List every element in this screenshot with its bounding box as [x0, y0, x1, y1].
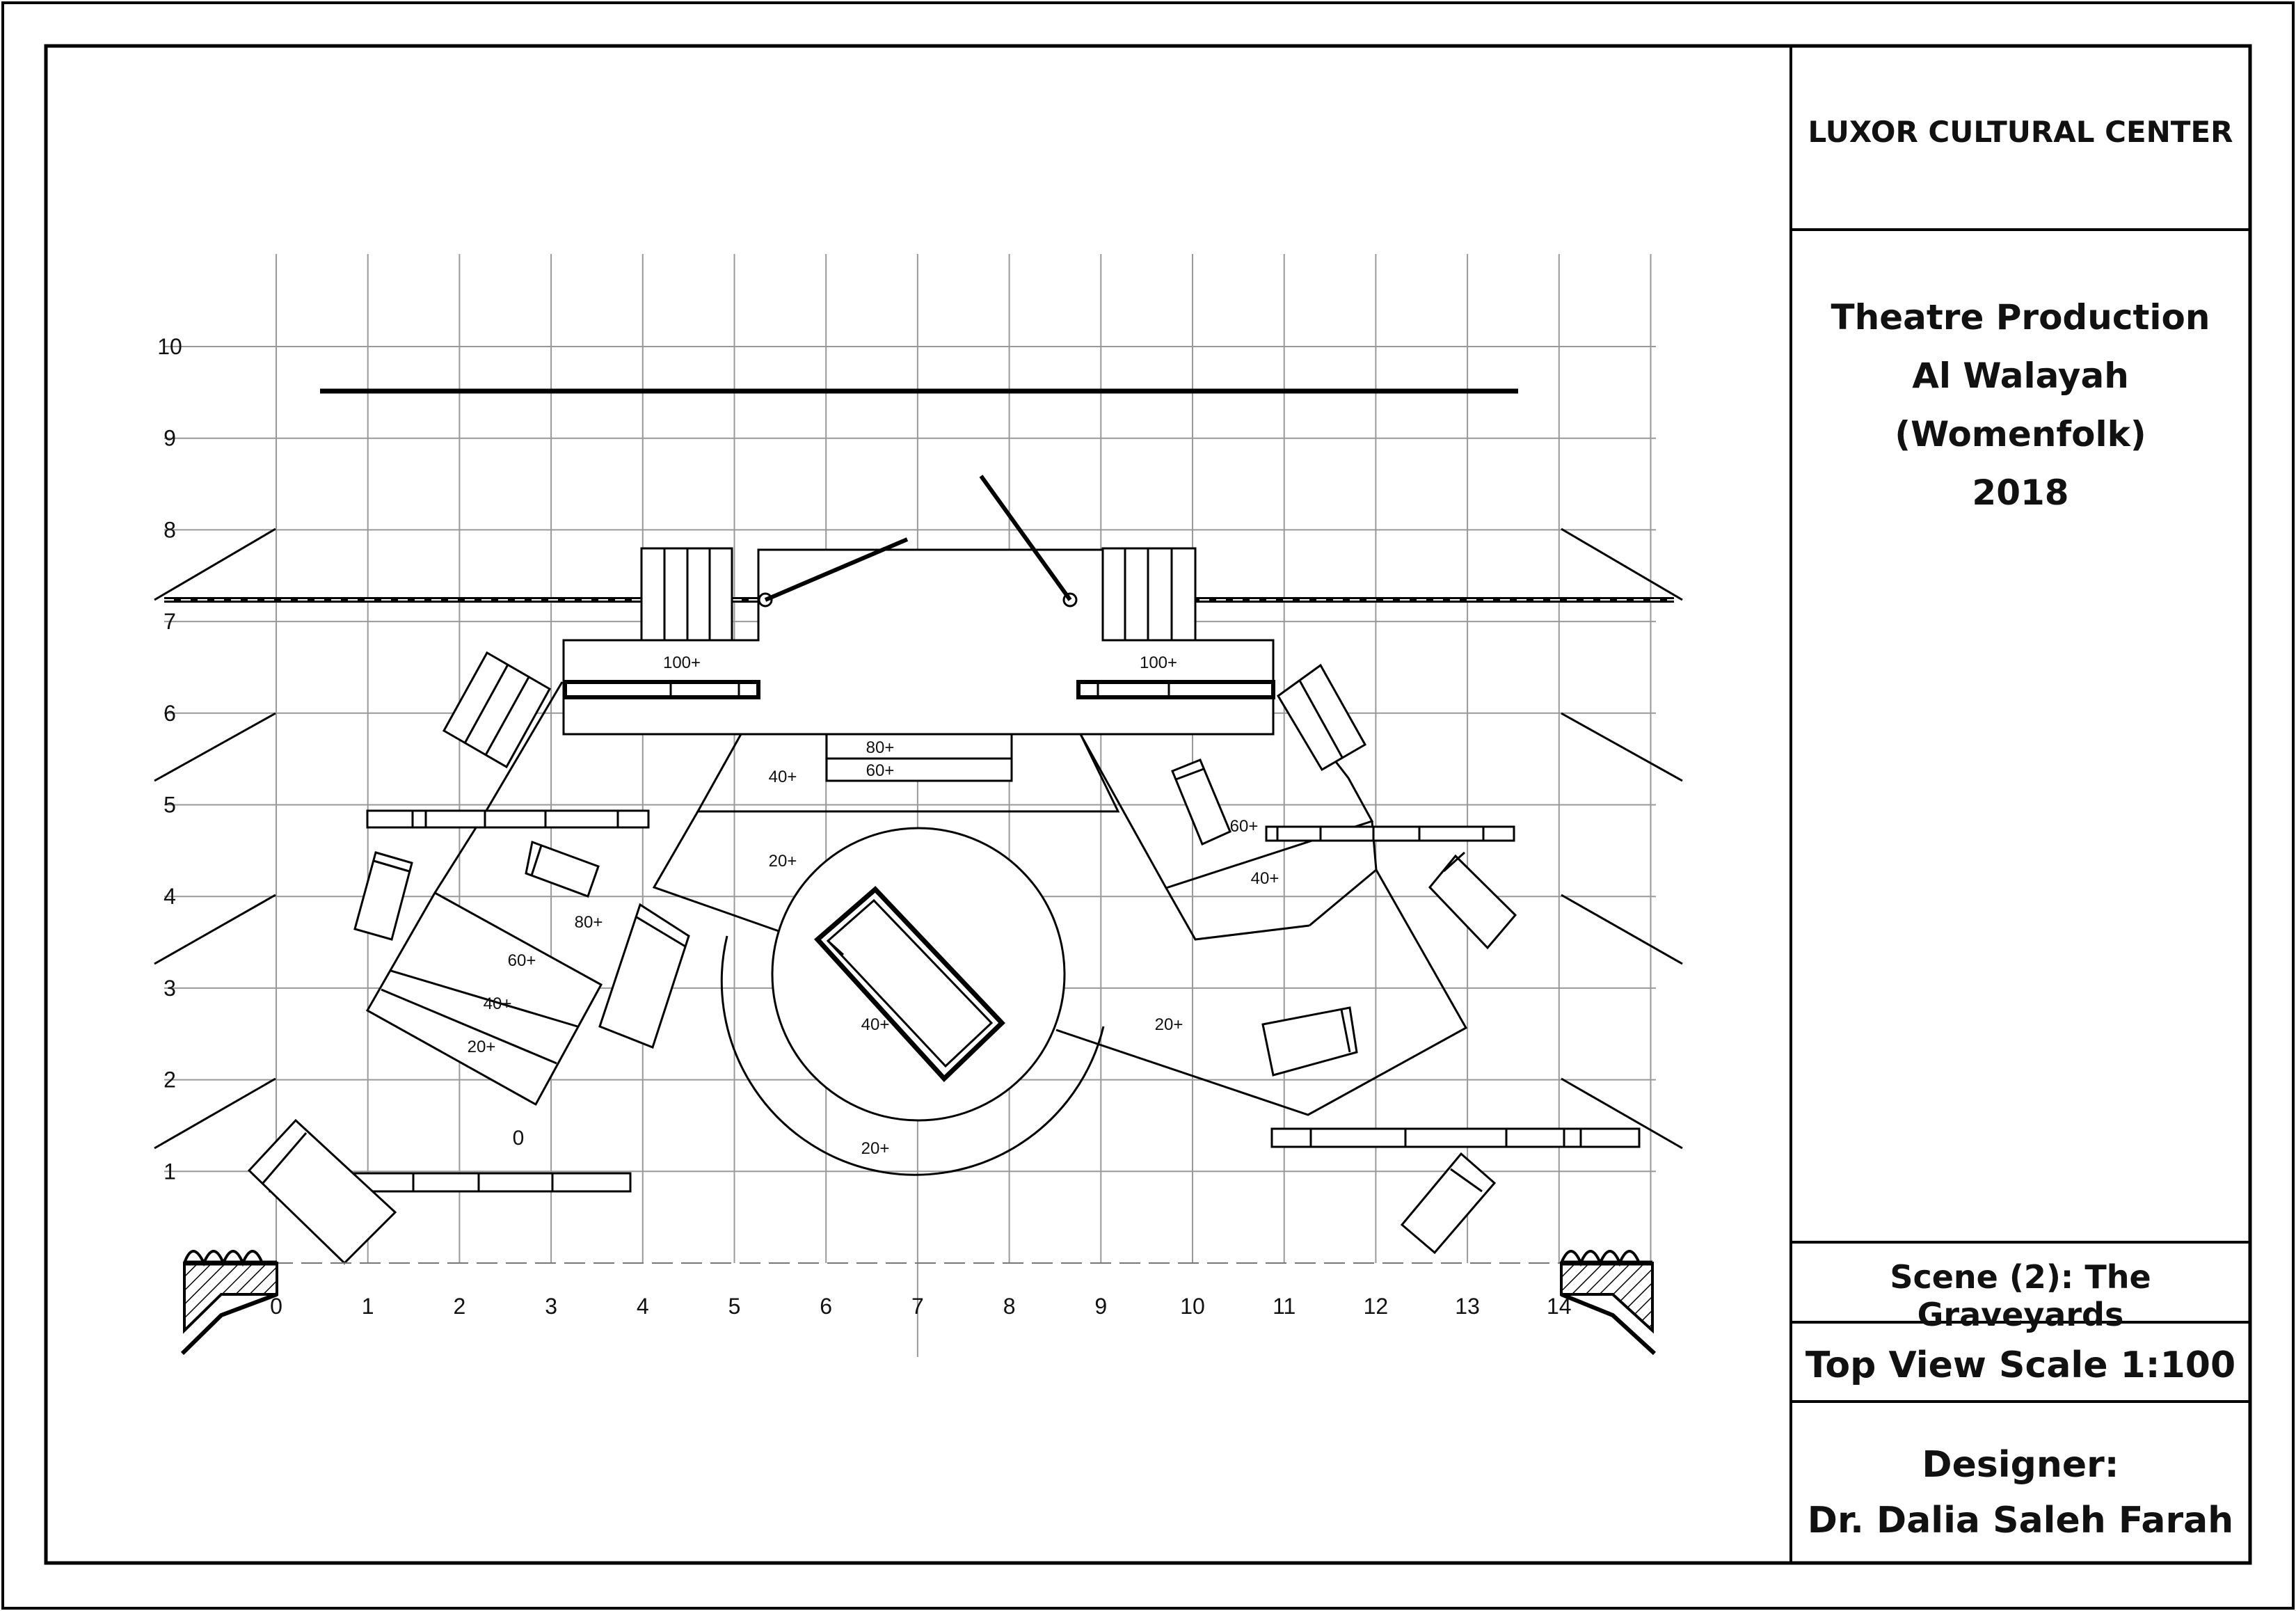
height-label: 60+ — [507, 951, 536, 970]
grid-x-label: 6 — [820, 1294, 833, 1319]
grid-x-label: 10 — [1180, 1294, 1205, 1319]
grid-y-label: 4 — [164, 884, 176, 910]
grid-x-label: 2 — [453, 1294, 466, 1319]
grid-x-label: 7 — [911, 1294, 924, 1319]
designer-block — [1791, 1437, 2250, 1548]
height-label: 20+ — [861, 1139, 890, 1158]
height-label: 20+ — [1154, 1015, 1183, 1034]
height-label: 80+ — [866, 738, 895, 757]
right-stepped-platforms — [1278, 665, 1365, 770]
grid-y-label: 7 — [164, 609, 176, 635]
height-label: 100+ — [662, 653, 701, 672]
grid-x-label: 5 — [728, 1294, 741, 1319]
grid-y-label: 2 — [164, 1067, 176, 1093]
venue-title: LUXOR CULTURAL CENTER — [1808, 115, 2233, 149]
grid-y-label: 9 — [164, 425, 176, 451]
proscenium-left — [182, 1251, 277, 1354]
grid-y-label: 8 — [164, 517, 176, 543]
grid-y-labels — [157, 334, 182, 1184]
height-label: 40+ — [483, 994, 512, 1013]
height-label: 80+ — [574, 913, 603, 932]
grid-x-label: 0 — [270, 1294, 282, 1319]
grid-x-label: 13 — [1455, 1294, 1480, 1319]
height-label: 40+ — [768, 768, 797, 786]
scene-title: Scene (2): The Graveyards — [1890, 1258, 2151, 1333]
grid-x-label: 8 — [1003, 1294, 1016, 1319]
grid-x-label: 12 — [1363, 1294, 1389, 1319]
grid-x-labels — [270, 1294, 1571, 1319]
grid-y-label: 5 — [164, 792, 176, 818]
grid-x-label: 11 — [1273, 1294, 1296, 1319]
production-title: Al Walayah (Womenfolk) — [1895, 356, 2146, 454]
height-label: 40+ — [1250, 869, 1279, 888]
grid-x-label: 3 — [545, 1294, 557, 1319]
production-info — [1791, 288, 2250, 522]
height-label: 100+ — [1139, 653, 1178, 672]
designer-name: Dr. Dalia Saleh Farah — [1807, 1500, 2234, 1541]
scale-label: Top View Scale 1:100 — [1805, 1344, 2236, 1386]
grid-x-label: 14 — [1547, 1294, 1572, 1319]
production-year: 2018 — [1972, 473, 2069, 513]
grid-y-label: 1 — [164, 1159, 176, 1184]
designer-label: Designer: — [1922, 1444, 2119, 1486]
height-label: 60+ — [1229, 817, 1259, 836]
grid-x-label: 9 — [1094, 1294, 1108, 1319]
height-label: 20+ — [768, 852, 797, 871]
height-label: 0 — [512, 1127, 525, 1150]
production-type: Theatre Production — [1831, 297, 2210, 338]
grid-x-label: 4 — [636, 1294, 649, 1319]
height-label: 60+ — [866, 761, 895, 780]
grid-y-label: 6 — [164, 700, 176, 726]
circular-stage — [722, 828, 1103, 1175]
height-label: 40+ — [861, 1015, 890, 1034]
proscenium-right — [1561, 1251, 1655, 1354]
height-label: 20+ — [467, 1038, 496, 1056]
grid-y-label: 10 — [157, 334, 182, 359]
title-block-frame — [1791, 46, 2250, 1563]
grid-y-label: 3 — [164, 975, 176, 1001]
grid-x-label: 1 — [361, 1294, 374, 1319]
